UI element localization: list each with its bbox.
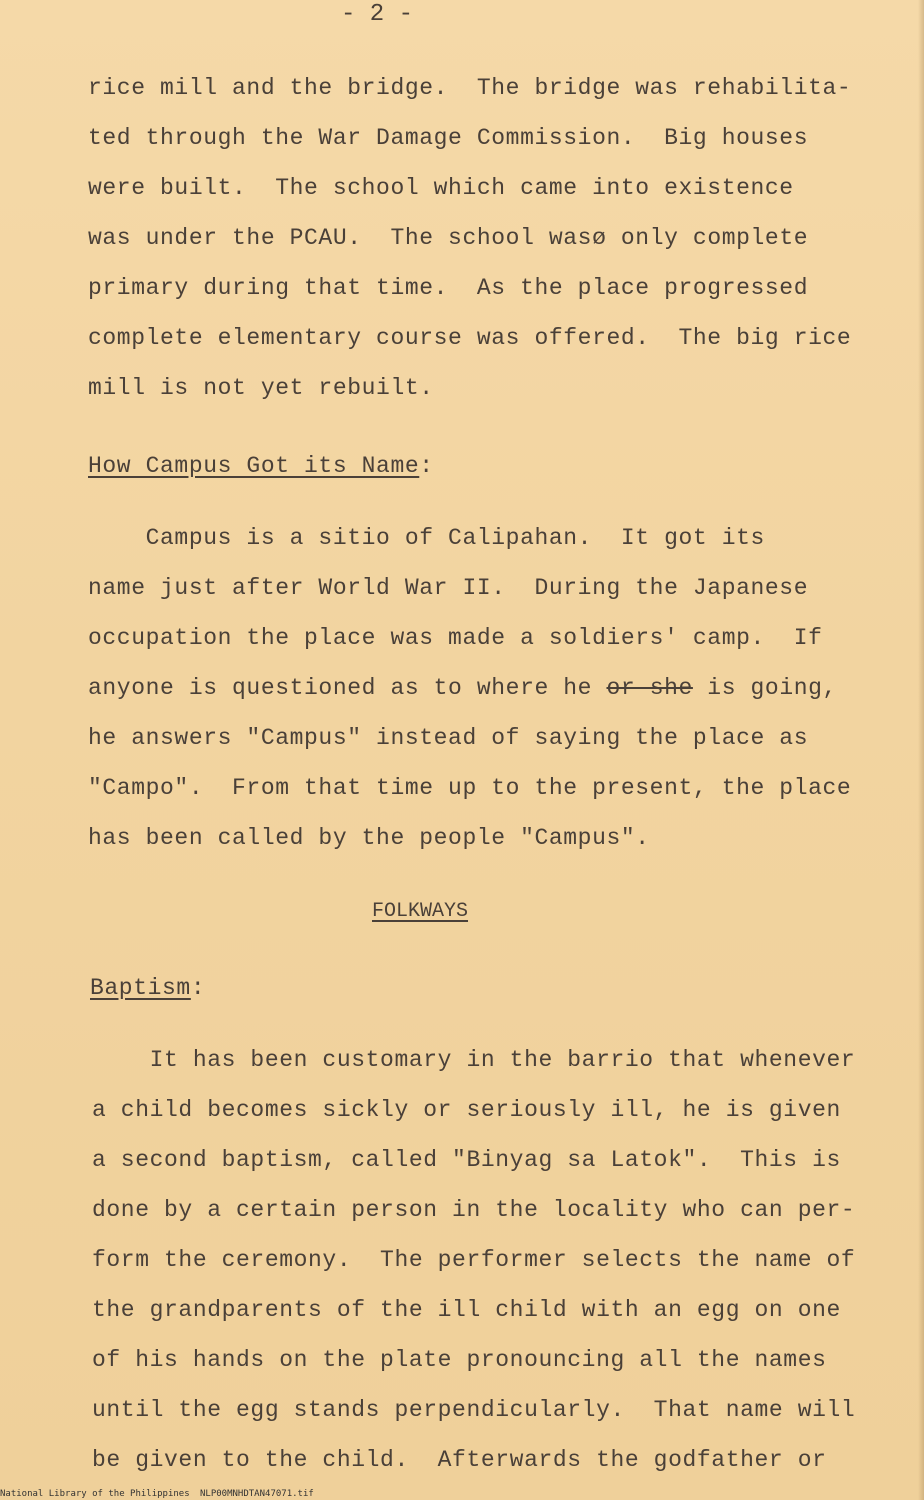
footer-library: National Library of the Philippines	[0, 1489, 190, 1499]
campus-line-6: "Campo". From that time up to the present, the place	[88, 775, 852, 801]
baptism-line-3: a second baptism, called "Binyag sa Latok". This is	[92, 1147, 841, 1173]
struck-text: or she	[606, 675, 693, 701]
campus-line-3: occupation the place was made a soldiers' camp. If	[88, 625, 823, 651]
campus-line-1: Campus is a sitio of Calipahan. It got its	[88, 525, 765, 551]
baptism-line-2: a child becomes sickly or seriously ill, he is given	[92, 1097, 841, 1123]
baptism-line-7: of his hands on the plate pronouncing all the names	[92, 1347, 827, 1373]
intro-line-4	[88, 224, 808, 252]
footer-file-id: NLP00MNHDTAN47071.tif	[200, 1489, 314, 1499]
campus-line-5: he answers "Campus" instead of saying the place as	[88, 725, 809, 751]
struck-character: ø	[592, 225, 607, 251]
baptism-heading-colon: :	[190, 975, 206, 1001]
intro-line-1: rice mill and the bridge. The bridge was rehabilita-	[88, 75, 852, 101]
intro-line-4-text: was under the PCAU. The school was	[88, 225, 593, 251]
campus-heading	[88, 452, 434, 480]
folkways-title: FOLKWAYS	[372, 900, 469, 923]
page-number: - 2 -	[340, 1, 413, 28]
baptism-line-1: It has been customary in the barrio that whenever	[92, 1047, 856, 1073]
intro-line-6: complete elementary course was offered. The big rice	[88, 325, 852, 351]
baptism-line-9: be given to the child. Afterwards the godfather or	[92, 1447, 827, 1473]
intro-line-4-tail: only complete	[606, 225, 809, 251]
campus-line-4-text: anyone is questioned as to where he	[88, 675, 607, 701]
baptism-line-5: form the ceremony. The performer selects the name of	[92, 1247, 856, 1273]
page-edge-shadow	[918, 0, 924, 1500]
campus-heading-text: How Campus Got its Name	[88, 453, 420, 479]
baptism-heading	[90, 974, 205, 1002]
intro-line-5: primary during that time. As the place progressed	[88, 275, 809, 301]
baptism-line-6: the grandparents of the ill child with an egg on one	[92, 1297, 841, 1323]
campus-line-7: has been called by the people "Campus".	[88, 825, 650, 851]
campus-line-2: name just after World War II. During the Japanese	[88, 575, 809, 601]
intro-line-7: mill is not yet rebuilt.	[88, 375, 434, 401]
intro-line-2: ted through the War Damage Commission. Big houses	[88, 125, 809, 151]
baptism-line-8: until the egg stands perpendicularly. That name will	[92, 1397, 856, 1423]
baptism-line-4: done by a certain person in the locality who can per-	[92, 1197, 856, 1223]
intro-line-3: were built. The school which came into existence	[88, 175, 794, 201]
baptism-heading-text: Baptism	[90, 975, 191, 1001]
campus-line-4-tail: is going,	[692, 675, 837, 701]
campus-heading-colon: :	[419, 453, 434, 479]
campus-line-4	[88, 674, 837, 702]
